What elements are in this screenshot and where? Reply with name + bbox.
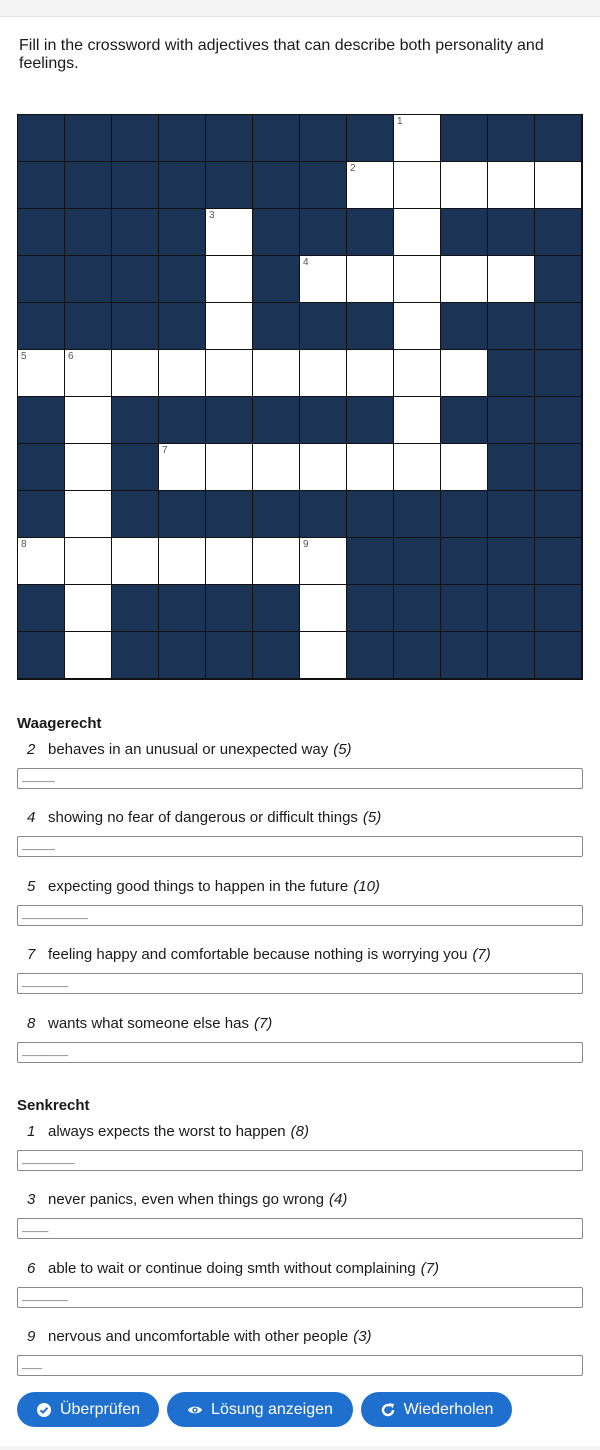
blocked-cell — [206, 162, 252, 208]
clue-length: (7) — [253, 1014, 273, 1032]
blocked-cell — [253, 209, 299, 255]
clue-number: 3 — [27, 1191, 36, 1209]
clue-text-line — [27, 1191, 347, 1208]
grid-cell[interactable] — [18, 538, 64, 584]
grid-cell[interactable] — [65, 491, 111, 537]
blocked-cell — [18, 632, 64, 678]
answer-input[interactable]: _______ — [17, 1042, 583, 1063]
cell-number: 2 — [350, 163, 356, 174]
blocked-cell — [488, 115, 534, 161]
clue-text: behaves in an unusual or unexpected way — [48, 741, 329, 758]
blocked-cell — [347, 585, 393, 631]
blocked-cell — [65, 256, 111, 302]
blocked-cell — [159, 162, 205, 208]
across-clue-4 — [17, 809, 583, 869]
grid-cell[interactable] — [394, 350, 440, 396]
blocked-cell — [112, 491, 158, 537]
blocked-cell — [18, 397, 64, 443]
blocked-cell — [535, 350, 581, 396]
grid-cell[interactable] — [65, 538, 111, 584]
blocked-cell — [18, 491, 64, 537]
grid-cell[interactable] — [347, 444, 393, 490]
retry-label: Wiederholen — [403, 1400, 494, 1418]
grid-cell[interactable] — [253, 444, 299, 490]
answer-input[interactable]: ____ — [17, 1218, 583, 1239]
blocked-cell — [441, 491, 487, 537]
blocked-cell — [347, 632, 393, 678]
blocked-cell — [535, 585, 581, 631]
clue-number: 2 — [27, 741, 36, 758]
clue-text: always expects the worst to happen — [48, 1123, 286, 1140]
grid-cell[interactable] — [347, 256, 393, 302]
down-clue-9 — [17, 1328, 583, 1388]
blocked-cell — [112, 303, 158, 349]
answer-input[interactable]: _______ — [17, 1287, 583, 1308]
grid-cell[interactable] — [488, 256, 534, 302]
blocked-cell — [488, 632, 534, 678]
answer-input[interactable]: ________ — [17, 1150, 583, 1171]
blocked-cell — [159, 256, 205, 302]
blocked-cell — [112, 162, 158, 208]
blocked-cell — [300, 209, 346, 255]
blocked-cell — [441, 538, 487, 584]
retry-button[interactable] — [361, 1392, 512, 1427]
blocked-cell — [300, 115, 346, 161]
blocked-cell — [159, 209, 205, 255]
blocked-cell — [347, 303, 393, 349]
blocked-cell — [18, 303, 64, 349]
grid-cell[interactable] — [253, 350, 299, 396]
grid-cell[interactable] — [159, 538, 205, 584]
blocked-cell — [65, 209, 111, 255]
grid-cell[interactable] — [65, 585, 111, 631]
clue-length: (7) — [420, 1259, 440, 1277]
grid-cell[interactable] — [159, 350, 205, 396]
grid-cell[interactable] — [394, 256, 440, 302]
show-solution-button[interactable] — [167, 1392, 353, 1427]
blocked-cell — [535, 444, 581, 490]
clue-text: never panics, even when things go wrong — [48, 1191, 325, 1209]
blocked-cell — [300, 303, 346, 349]
check-circle-icon — [36, 1402, 52, 1418]
grid-cell[interactable] — [112, 538, 158, 584]
cell-number: 8 — [21, 539, 27, 550]
answer-input[interactable]: _____ — [17, 768, 583, 789]
exercise-container — [0, 16, 600, 1446]
grid-cell[interactable] — [206, 350, 252, 396]
blocked-cell — [347, 397, 393, 443]
clue-length: (10) — [353, 877, 380, 895]
blocked-cell — [441, 585, 487, 631]
blocked-cell — [18, 115, 64, 161]
clue-text-line — [27, 878, 380, 895]
check-label: Überprüfen — [59, 1400, 141, 1418]
cell-number: 3 — [209, 210, 215, 221]
blocked-cell — [488, 538, 534, 584]
blocked-cell — [347, 115, 393, 161]
clue-text: wants what someone else has — [48, 1014, 249, 1032]
blocked-cell — [347, 209, 393, 255]
clue-length: (5) — [333, 741, 352, 758]
blocked-cell — [394, 538, 440, 584]
across-clue-2 — [17, 741, 583, 801]
grid-cell[interactable] — [347, 162, 393, 208]
clue-number: 6 — [27, 1259, 36, 1277]
instructions: Fill in the crossword with adjectives that can describe both personality and feelings. — [19, 37, 544, 72]
blocked-cell — [18, 209, 64, 255]
blocked-cell — [394, 632, 440, 678]
grid-cell[interactable] — [347, 350, 393, 396]
blocked-cell — [112, 632, 158, 678]
blocked-cell — [253, 397, 299, 443]
grid-cell[interactable] — [488, 162, 534, 208]
clue-number: 7 — [27, 946, 36, 964]
grid-cell[interactable] — [441, 444, 487, 490]
grid-cell[interactable] — [394, 303, 440, 349]
blocked-cell — [65, 162, 111, 208]
blocked-cell — [112, 444, 158, 490]
clue-text: expecting good things to happen in the future — [48, 877, 349, 895]
blocked-cell — [206, 491, 252, 537]
grid-cell[interactable] — [206, 444, 252, 490]
grid-cell[interactable] — [300, 350, 346, 396]
blocked-cell — [112, 256, 158, 302]
blocked-cell — [488, 585, 534, 631]
blocked-cell — [441, 397, 487, 443]
blocked-cell — [253, 115, 299, 161]
grid-cell[interactable] — [300, 444, 346, 490]
clue-length: (4) — [329, 1191, 348, 1209]
blocked-cell — [394, 491, 440, 537]
blocked-cell — [535, 491, 581, 537]
blocked-cell — [159, 585, 205, 631]
grid-cell[interactable] — [206, 256, 252, 302]
blocked-cell — [206, 115, 252, 161]
blocked-cell — [535, 256, 581, 302]
clue-number: 8 — [27, 1014, 36, 1032]
grid-cell[interactable] — [394, 444, 440, 490]
blocked-cell — [253, 632, 299, 678]
blocked-cell — [535, 115, 581, 161]
grid-cell[interactable] — [65, 397, 111, 443]
clue-length: (7) — [472, 946, 491, 964]
across-clue-8 — [17, 1015, 583, 1075]
clue-number: 1 — [27, 1123, 36, 1140]
blocked-cell — [394, 585, 440, 631]
grid-cell[interactable] — [159, 444, 205, 490]
clue-text-line — [27, 1328, 372, 1345]
grid-cell[interactable] — [441, 256, 487, 302]
blocked-cell — [159, 397, 205, 443]
blocked-cell — [441, 115, 487, 161]
grid-cell[interactable] — [300, 538, 346, 584]
cell-number: 9 — [303, 539, 309, 550]
blocked-cell — [18, 256, 64, 302]
answer-input[interactable]: __________ — [17, 905, 583, 926]
grid-cell[interactable] — [300, 256, 346, 302]
grid-cell[interactable] — [394, 162, 440, 208]
clue-text-line — [27, 1123, 309, 1140]
grid-cell[interactable] — [300, 585, 346, 631]
across-clue-5 — [17, 878, 583, 938]
blocked-cell — [300, 162, 346, 208]
clue-text: able to wait or continue doing smth without complaining — [48, 1259, 416, 1277]
cell-number: 6 — [68, 351, 74, 362]
answer-input[interactable]: ___ — [17, 1355, 583, 1376]
clue-length: (5) — [362, 809, 382, 827]
grid-cell[interactable] — [206, 538, 252, 584]
blocked-cell — [488, 350, 534, 396]
clue-text-line — [27, 1015, 272, 1032]
cell-number: 5 — [21, 351, 27, 362]
blocked-cell — [300, 491, 346, 537]
across-title: Waagerecht — [17, 715, 102, 732]
answer-input[interactable]: _____ — [17, 836, 583, 857]
clue-text: nervous and uncomfortable with other people — [48, 1328, 349, 1346]
cell-number: 1 — [397, 116, 403, 127]
grid-cell[interactable] — [441, 350, 487, 396]
show-solution-label: Lösung anzeigen — [211, 1400, 333, 1418]
clue-number: 9 — [27, 1328, 36, 1346]
blocked-cell — [206, 397, 252, 443]
blocked-cell — [18, 162, 64, 208]
blocked-cell — [112, 115, 158, 161]
blocked-cell — [159, 491, 205, 537]
clue-text-line — [27, 809, 381, 826]
grid-cell[interactable] — [206, 303, 252, 349]
blocked-cell — [159, 632, 205, 678]
clue-text-line — [27, 1260, 439, 1277]
blocked-cell — [535, 397, 581, 443]
check-button[interactable] — [17, 1392, 159, 1427]
blocked-cell — [159, 303, 205, 349]
across-clue-7 — [17, 946, 583, 1006]
blocked-cell — [441, 632, 487, 678]
blocked-cell — [253, 162, 299, 208]
blocked-cell — [18, 444, 64, 490]
blocked-cell — [253, 491, 299, 537]
blocked-cell — [253, 303, 299, 349]
grid-cell[interactable] — [394, 397, 440, 443]
eye-icon — [187, 1402, 203, 1418]
blocked-cell — [347, 538, 393, 584]
crossword-grid — [17, 114, 583, 680]
clue-text: feeling happy and comfortable because nothing is worrying you — [48, 946, 468, 964]
blocked-cell — [159, 115, 205, 161]
blocked-cell — [535, 632, 581, 678]
blocked-cell — [488, 444, 534, 490]
clue-length: (3) — [353, 1328, 372, 1346]
down-clue-1 — [17, 1123, 583, 1183]
blocked-cell — [300, 397, 346, 443]
blocked-cell — [441, 303, 487, 349]
grid-cell[interactable] — [394, 209, 440, 255]
blocked-cell — [488, 209, 534, 255]
blocked-cell — [441, 209, 487, 255]
blocked-cell — [488, 491, 534, 537]
blocked-cell — [253, 256, 299, 302]
grid-cell[interactable] — [441, 162, 487, 208]
grid-cell[interactable] — [394, 115, 440, 161]
grid-cell[interactable] — [535, 162, 581, 208]
down-title: Senkrecht — [17, 1097, 90, 1114]
clue-length: (8) — [290, 1123, 309, 1140]
grid-cell[interactable] — [253, 538, 299, 584]
blocked-cell — [488, 303, 534, 349]
redo-icon — [380, 1402, 396, 1418]
grid-cell[interactable] — [300, 632, 346, 678]
grid-cell[interactable] — [65, 444, 111, 490]
blocked-cell — [206, 632, 252, 678]
grid-cell[interactable] — [18, 350, 64, 396]
blocked-cell — [347, 491, 393, 537]
down-clue-6 — [17, 1260, 583, 1320]
grid-cell[interactable] — [206, 209, 252, 255]
clue-number: 4 — [27, 809, 36, 827]
clue-number: 5 — [27, 877, 36, 895]
blocked-cell — [112, 209, 158, 255]
grid-cell[interactable] — [112, 350, 158, 396]
blocked-cell — [488, 397, 534, 443]
blocked-cell — [535, 538, 581, 584]
blocked-cell — [535, 303, 581, 349]
clue-text-line — [27, 741, 352, 758]
clue-text-line — [27, 946, 491, 963]
blocked-cell — [65, 303, 111, 349]
blocked-cell — [18, 585, 64, 631]
down-clue-3 — [17, 1191, 583, 1251]
blocked-cell — [535, 209, 581, 255]
blocked-cell — [112, 397, 158, 443]
blocked-cell — [112, 585, 158, 631]
blocked-cell — [65, 115, 111, 161]
cell-number: 7 — [162, 445, 168, 456]
grid-cell[interactable] — [65, 350, 111, 396]
answer-input[interactable]: _______ — [17, 973, 583, 994]
blocked-cell — [206, 585, 252, 631]
cell-number: 4 — [303, 257, 309, 268]
grid-cell[interactable] — [65, 632, 111, 678]
blocked-cell — [253, 585, 299, 631]
clue-text: showing no fear of dangerous or difficult things — [48, 809, 358, 827]
